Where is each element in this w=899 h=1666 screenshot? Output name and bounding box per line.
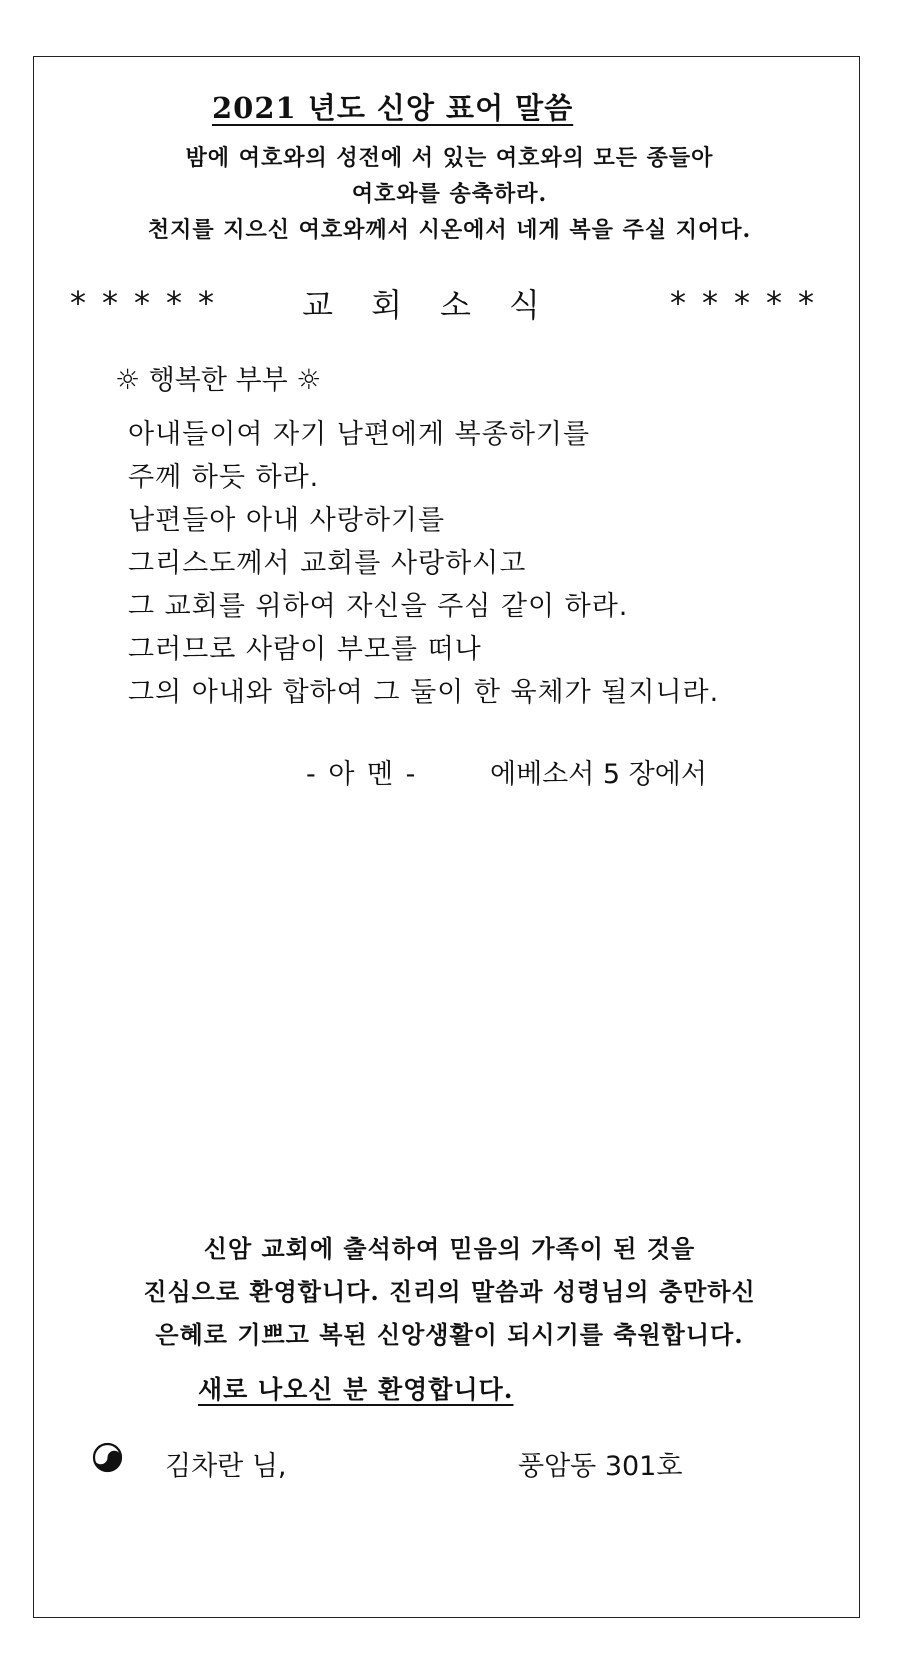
newcomer-heading: 새로 나오신 분 환영합니다. xyxy=(198,1375,514,1404)
motto-verse-line-2: 여호와를 송축하라. xyxy=(351,181,548,207)
scripture-line: 그리스도께서 교회를 사랑하시고 xyxy=(128,548,527,579)
scripture-source: 에베소서 5 장에서 xyxy=(490,759,707,790)
scripture-line: 그러므로 사람이 부모를 떠나 xyxy=(128,634,482,665)
scripture-line: 남편들아 아내 사랑하기를 xyxy=(128,505,446,536)
motto-verse-line-3: 천지를 지으신 여호와께서 시온에서 네게 복을 주실 지어다. xyxy=(147,217,752,243)
welcome-line-2: 진심으로 환영합니다. 진리의 말씀과 성령님의 충만하신 xyxy=(143,1277,756,1306)
church-news-header xyxy=(70,280,830,326)
stars-left: ***** xyxy=(70,284,230,322)
sun-icon: ☼ xyxy=(115,363,141,396)
happy-couple-title: 행복한 부부 xyxy=(148,365,288,396)
taeguk-icon xyxy=(92,1442,123,1473)
scripture-line: 그의 아내와 합하여 그 둘이 한 육체가 될지니라. xyxy=(128,677,720,708)
scripture-line: 그 교회를 위하여 자신을 주심 같이 하라. xyxy=(128,591,629,622)
scripture-line: 아내들이여 자기 남편에게 복종하기를 xyxy=(128,419,591,450)
scripture-line: 주께 하듯 하라. xyxy=(128,462,320,493)
motto-verse-line-1: 밤에 여호와의 성전에 서 있는 여호와의 모든 종들아 xyxy=(185,145,714,171)
welcome-line-1: 신암 교회에 출석하여 믿음의 가족이 된 것을 xyxy=(203,1234,696,1263)
happy-couple-heading xyxy=(115,358,321,397)
newcomer-name: 김차란 님, xyxy=(165,1451,287,1482)
page-title: 2021 년도 신앙 표어 말씀 xyxy=(212,91,574,125)
sun-icon: ☼ xyxy=(296,363,322,396)
church-news-title: 교회소식 xyxy=(302,286,578,324)
newcomer-address: 풍암동 301호 xyxy=(518,1451,683,1482)
welcome-line-3: 은혜로 기쁘고 복된 신앙생활이 되시기를 축원합니다. xyxy=(155,1320,744,1349)
amen-text: - 아 멘 - xyxy=(306,759,418,790)
stars-right: ***** xyxy=(670,284,830,322)
